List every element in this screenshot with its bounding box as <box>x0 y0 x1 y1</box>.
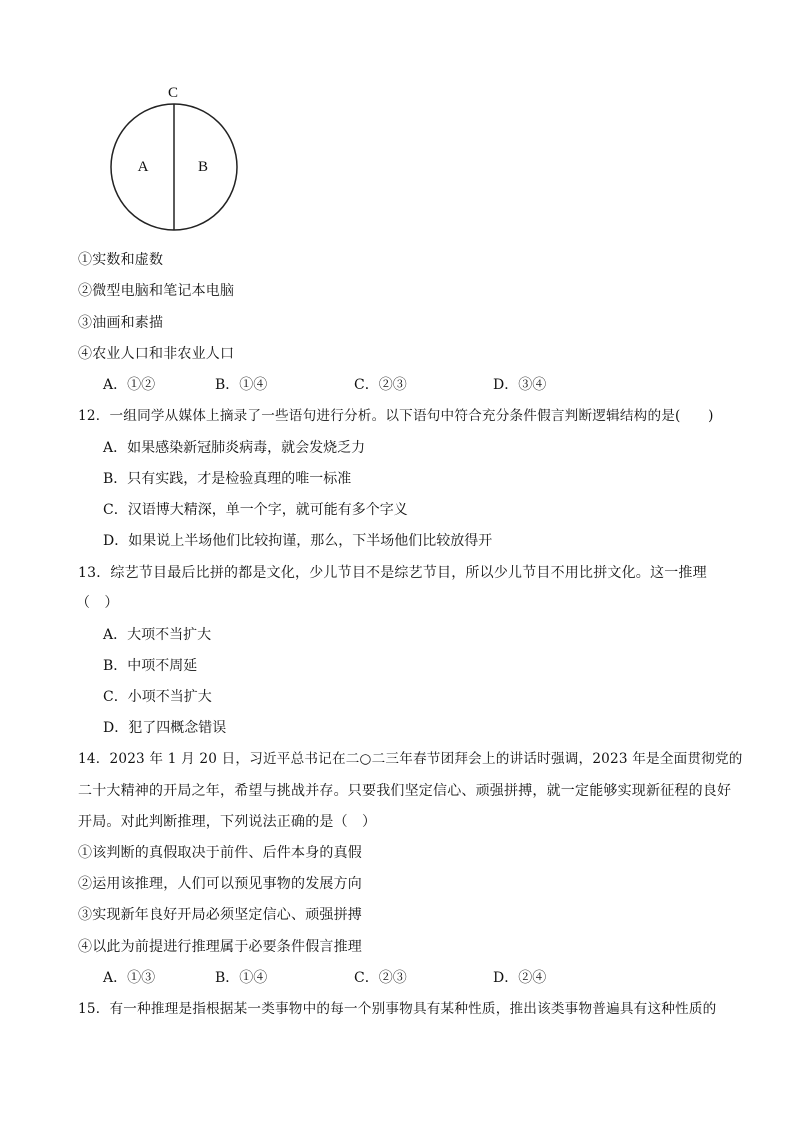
q12-stem: 12．一组同学从媒体上摘录了一些语句进行分析。以下语句中符合充分条件假言判断逻辑结构的是( ) <box>78 408 714 424</box>
q12-option-c[interactable]: C．汉语博大精深，单一个字，就可能有多个字义 <box>103 502 408 518</box>
q14-item-2: ②运用该推理，人们可以预见事物的发展方向 <box>78 876 362 892</box>
q11-option-b[interactable]: B．①④ <box>215 377 268 393</box>
q13-stem-blank: （ ） <box>76 595 119 611</box>
q14-stem-line-3: 开局。对此判断推理，下列说法正确的是（ ） <box>78 814 377 830</box>
q11-option-a[interactable]: A．①② <box>103 377 156 393</box>
q14-option-b[interactable]: B．①④ <box>215 970 268 986</box>
q15-stem: 15．有一种推理是指根据某一类事物中的每一个别事物具有某种性质，推出该类事物普遍具有这种性质的 <box>78 1001 717 1017</box>
q11-item-1: ①实数和虚数 <box>78 252 164 268</box>
q11-item-3: ③油画和素描 <box>78 315 164 331</box>
q13-stem: 13．综艺节目最后比拼的都是文化，少儿节目不是综艺节目，所以少儿节目不用比拼文化。这一推理 <box>78 565 707 581</box>
q11-option-d[interactable]: D．③④ <box>493 377 547 393</box>
q14-option-d[interactable]: D．②④ <box>493 970 547 986</box>
q14-item-4: ④以此为前提进行推理属于必要条件假言推理 <box>78 939 362 955</box>
q14-stem-line-2: 二十大精神的开局之年，希望与挑战并存。只要我们坚定信心、顽强拼搏，就一定能够实现新征程的良好 <box>78 783 732 799</box>
diagram-label-b: B <box>197 159 209 175</box>
concept-circle-diagram <box>100 80 260 236</box>
q11-option-c[interactable]: C．②③ <box>354 377 407 393</box>
q11-item-4: ④农业人口和非农业人口 <box>78 346 235 362</box>
q13-option-a[interactable]: A．大项不当扩大 <box>103 627 212 643</box>
q12-option-d[interactable]: D．如果说上半场他们比较拘谨，那么，下半场他们比较放得开 <box>103 533 493 549</box>
q13-option-b[interactable]: B．中项不周延 <box>103 658 198 674</box>
q12-option-a[interactable]: A．如果感染新冠肺炎病毒，就会发烧乏力 <box>103 440 366 456</box>
q13-option-c[interactable]: C．小项不当扩大 <box>103 689 212 705</box>
diagram-label-a: A <box>137 159 149 175</box>
q14-item-3: ③实现新年良好开局必须坚定信心、顽强拼搏 <box>78 907 362 923</box>
q14-option-c[interactable]: C．②③ <box>354 970 407 986</box>
q13-option-d[interactable]: D．犯了四概念错误 <box>103 720 227 736</box>
q12-option-b[interactable]: B．只有实践，才是检验真理的唯一标准 <box>103 471 352 487</box>
q14-stem-line-1: 14．2023 年 1 月 20 日，习近平总书记在二○二三年春节团拜会上的讲话时强调，2023 年是全面贯彻党的 <box>78 751 743 767</box>
diagram-label-c: C <box>167 85 179 101</box>
q14-item-1: ①该判断的真假取决于前件、后件本身的真假 <box>78 845 362 861</box>
q14-option-a[interactable]: A．①③ <box>103 970 156 986</box>
q11-item-2: ②微型电脑和笔记本电脑 <box>78 283 235 299</box>
